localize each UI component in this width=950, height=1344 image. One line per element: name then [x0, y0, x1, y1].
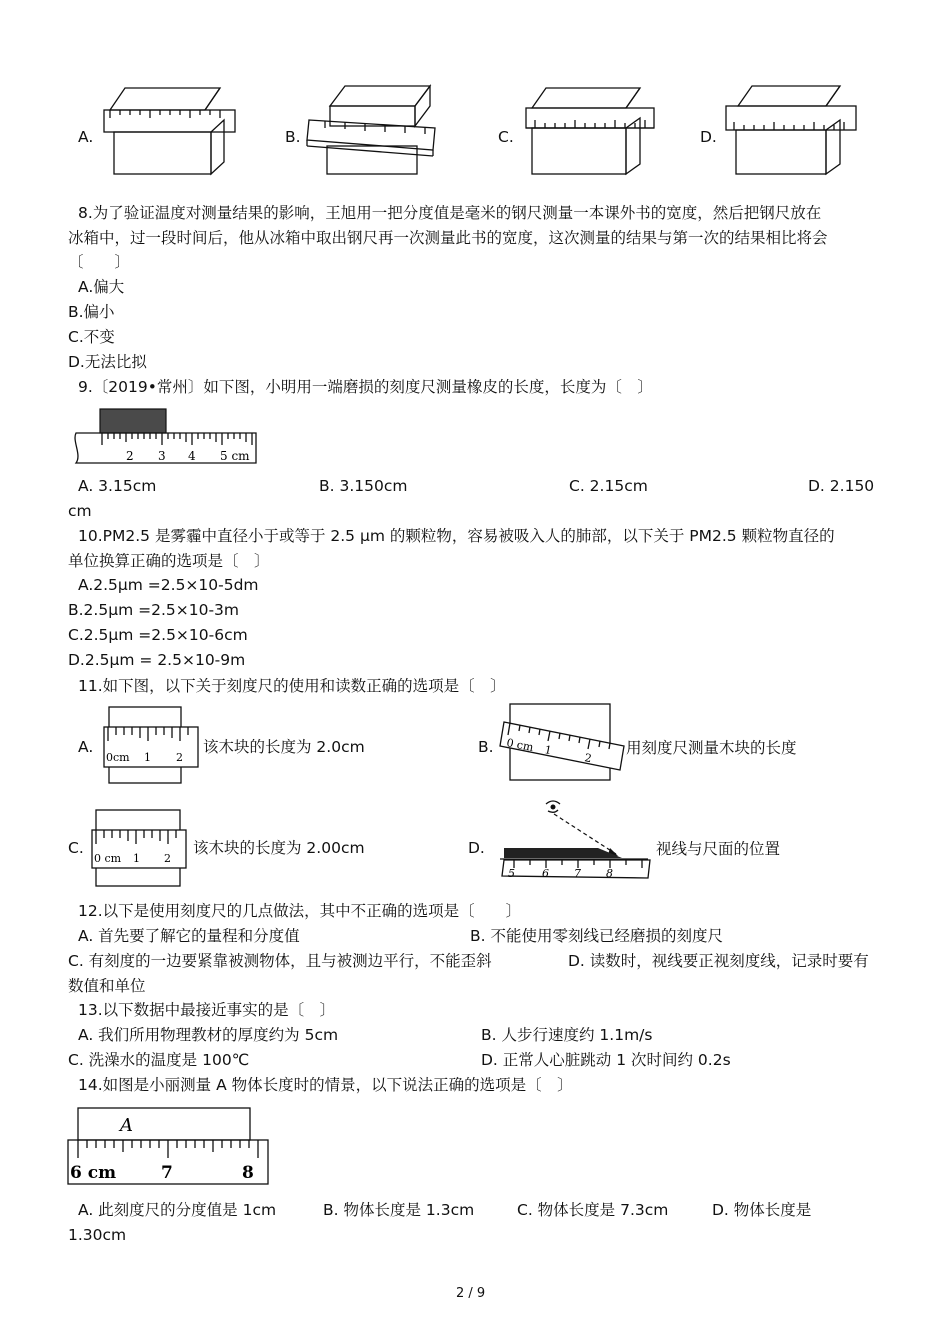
q11-a-label-0cm: 0cm: [106, 751, 130, 764]
q7-option-b-label: B.: [285, 128, 301, 146]
q14-object-a: [78, 1108, 250, 1140]
q11-figure-b: [500, 700, 628, 784]
q14-option-a: A. 此刻度尺的分度值是 1cm: [78, 1201, 277, 1219]
q7-option-a-label: A.: [78, 128, 94, 146]
q14-option-d-cont: 1.30cm: [68, 1226, 127, 1244]
q12-option-d: D. 读数时，视线要正视刻度线，记录时要有: [568, 952, 869, 970]
q9-ruler-figure: [72, 405, 262, 467]
q9-eraser: [100, 409, 166, 433]
q9-option-a: A. 3.15cm: [78, 477, 157, 495]
q12-option-a: A. 首先要了解它的量程和分度值: [78, 927, 300, 945]
q7-figure-a: [100, 84, 245, 179]
q11-a-label-2: 2: [176, 751, 183, 764]
q8-stem-line2: 冰箱中，过一段时间后，他从冰箱中取出钢尺再一次测量此书的宽度，这次测量的结果与第一次的结果相比将会: [68, 229, 828, 247]
q12-option-c: C. 有刻度的一边要紧靠被测物体，且与被测边平行，不能歪斜: [68, 952, 492, 970]
q14-object-label: A: [120, 1115, 133, 1136]
q11-caption-c: 该木块的长度为 2.00cm: [193, 839, 365, 857]
q10-option-d: D.2.5μm = 2.5×10-9m: [68, 651, 246, 669]
q11-d-label-7: 7: [574, 867, 581, 880]
q13-stem: 13.以下数据中最接近事实的是〔 〕: [78, 1001, 336, 1019]
q9-ruler-label-2: 2: [126, 449, 134, 463]
q9-option-b: B. 3.150cm: [319, 477, 408, 495]
q10-option-c: C.2.5μm =2.5×10-6cm: [68, 626, 248, 644]
q9-ruler-label-5cm: 5 cm: [220, 449, 250, 463]
q14-option-b: B. 物体长度是 1.3cm: [323, 1201, 475, 1219]
q9-option-c: C. 2.15cm: [569, 477, 648, 495]
q11-b-label-0cm: 0 cm: [505, 736, 535, 755]
q7-option-d-label: D.: [700, 128, 717, 146]
q14-ruler-ticks: [78, 1140, 258, 1158]
q12-option-d-cont: 数值和单位: [68, 977, 146, 995]
q12-option-b: B. 不能使用零刻线已经磨损的刻度尺: [470, 927, 723, 945]
q7-figure-d: [722, 84, 867, 179]
q9-option-d: D. 2.150: [808, 477, 875, 495]
q8-option-c: C.不变: [68, 328, 115, 346]
q11-option-c-label: C.: [68, 839, 84, 857]
q8-option-d: D.无法比拟: [68, 353, 147, 371]
q14-option-d: D. 物体长度是: [712, 1201, 812, 1219]
q9-stem: 9.〔2019•常州〕如下图，小明用一端磨损的刻度尺测量橡皮的长度，长度为〔 〕: [78, 378, 653, 396]
q9-option-d-cont: cm: [68, 502, 92, 520]
q11-d-label-6: 6: [542, 867, 549, 880]
q11-c-label-0cm: 0 cm: [94, 852, 122, 865]
q11-option-d-label: D.: [468, 839, 485, 857]
q12-stem: 12.以下是使用刻度尺的几点做法，其中不正确的选项是〔 〕: [78, 902, 522, 920]
q14-ruler-label-8: 8: [242, 1163, 254, 1183]
q10-option-a: A.2.5μm =2.5×10-5dm: [78, 576, 259, 594]
q11-option-a-label: A.: [78, 738, 94, 756]
q11-figure-a: [103, 705, 203, 787]
q14-ruler-figure: [66, 1104, 272, 1188]
q8-option-b: B.偏小: [68, 303, 115, 321]
q11-caption-d: 视线与尺面的位置: [656, 840, 781, 858]
q11-caption-a: 该木块的长度为 2.0cm: [203, 738, 365, 756]
q14-stem: 14.如图是小丽测量 A 物体长度时的情景，以下说法正确的选项是〔 〕: [78, 1076, 573, 1094]
q11-b-label-1: 1: [543, 743, 553, 758]
q7-option-c-label: C.: [498, 128, 514, 146]
q9-ruler-label-3: 3: [158, 449, 166, 463]
q11-stem: 11.如下图，以下关于刻度尺的使用和读数正确的选项是〔 〕: [78, 677, 506, 695]
q13-option-a: A. 我们所用物理教材的厚度约为 5cm: [78, 1026, 339, 1044]
q11-c-label-2: 2: [164, 852, 171, 865]
q8-option-a: A.偏大: [78, 278, 125, 296]
q14-ruler-label-7: 7: [161, 1163, 173, 1183]
q14-option-c: C. 物体长度是 7.3cm: [517, 1201, 669, 1219]
q10-option-b: B.2.5μm =2.5×10-3m: [68, 601, 239, 619]
q13-option-d: D. 正常人心脏跳动 1 次时间约 0.2s: [481, 1051, 731, 1069]
q7-figure-b: [305, 84, 450, 179]
q10-stem-line1: 10.PM2.5 是雾霾中直径小于或等于 2.5 μm 的颗粒物，容易被吸入人的肺部，以下关于 PM2.5 颗粒物直径的: [78, 527, 835, 545]
q9-ruler-label-4: 4: [188, 449, 196, 463]
q11-b-label-2: 2: [583, 751, 593, 766]
q11-caption-b: 用刻度尺测量木块的长度: [626, 739, 797, 757]
q11-figure-d: [498, 798, 656, 884]
q11-d-eye-icon: [546, 801, 560, 812]
q8-stem-line3: 〔 〕: [68, 253, 131, 271]
q7-a-ticks: [110, 110, 220, 118]
q11-a-label-1: 1: [144, 751, 151, 764]
q11-c-label-1: 1: [133, 852, 140, 865]
q14-ruler-label-6cm: 6 cm: [70, 1163, 117, 1183]
q11-option-b-label: B.: [478, 738, 494, 756]
q11-figure-c: [92, 808, 192, 888]
q13-option-b: B. 人步行速度约 1.1m/s: [481, 1026, 653, 1044]
q11-d-label-8: 8: [606, 867, 613, 880]
q7-figure-c: [520, 84, 665, 179]
q13-option-c: C. 洗澡水的温度是 100℃: [68, 1051, 250, 1069]
q11-d-label-5: 5: [508, 867, 515, 880]
q10-stem-line2: 单位换算正确的选项是〔 〕: [68, 552, 270, 570]
q8-stem-line1: 8.为了验证温度对测量结果的影响，王旭用一把分度值是毫米的钢尺测量一本课外书的宽度，然后把钢尺放在: [78, 204, 822, 222]
page-number: 2 / 9: [456, 1286, 486, 1301]
